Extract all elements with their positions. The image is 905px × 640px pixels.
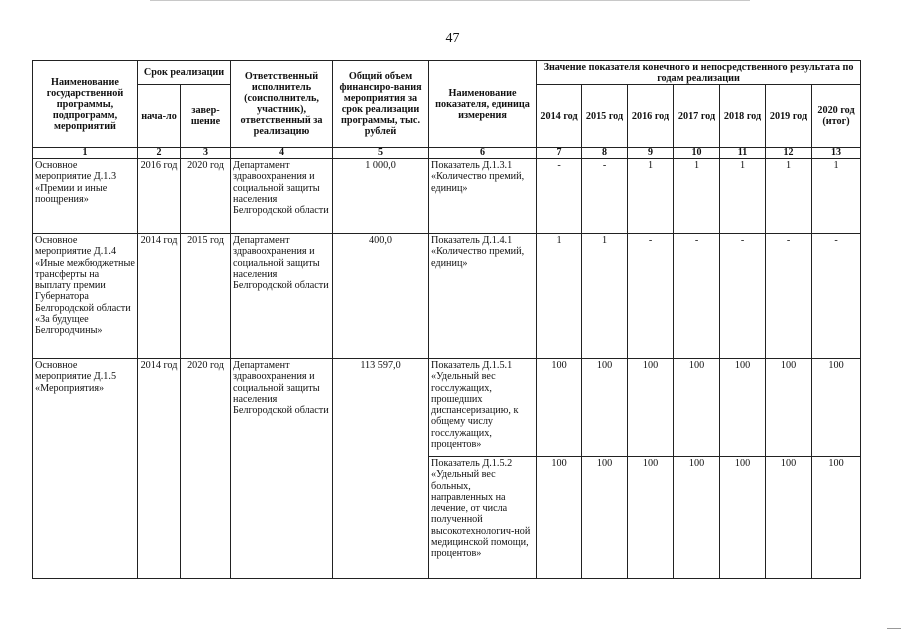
- column-number: 1: [33, 148, 138, 159]
- row-value: -: [674, 234, 720, 359]
- row-value: 100: [812, 359, 861, 457]
- row-executor: Департамент здравоохранения и социальной защиты населения Белгородской области: [231, 359, 333, 579]
- row-value: 1: [628, 159, 674, 234]
- row-value: 100: [582, 359, 628, 457]
- row-value: 100: [537, 457, 582, 579]
- header-funding: Общий объем финансиро-вания мероприятия за срок реализации программы, тыс. рублей: [333, 61, 429, 148]
- header-indicator: Наименование показателя, единица измерения: [429, 61, 537, 148]
- row-funding: 400,0: [333, 234, 429, 359]
- row-indicator: Показатель Д.1.5.1 «Удельный вес госслужащих, прошедших диспансеризацию, к общему числу госслужащих, процентов»: [429, 359, 537, 457]
- header-year: 2014 год: [537, 85, 582, 148]
- header-year: 2017 год: [674, 85, 720, 148]
- row-start: 2014 год: [138, 359, 181, 579]
- top-rule: [150, 0, 750, 1]
- row-value: 100: [628, 457, 674, 579]
- column-number: 8: [582, 148, 628, 159]
- header-year: 2018 год: [720, 85, 766, 148]
- column-number: 9: [628, 148, 674, 159]
- column-number: 6: [429, 148, 537, 159]
- column-number: 4: [231, 148, 333, 159]
- header-year: 2016 год: [628, 85, 674, 148]
- row-value: 1: [812, 159, 861, 234]
- header-values-group: Значение показателя конечного и непосредственного результата по годам реализации: [537, 61, 861, 85]
- row-value: -: [766, 234, 812, 359]
- header-year: 2015 год: [582, 85, 628, 148]
- table-row: [33, 159, 861, 234]
- column-number: 12: [766, 148, 812, 159]
- row-value: 100: [674, 359, 720, 457]
- column-number: 3: [181, 148, 231, 159]
- row-value: 1: [720, 159, 766, 234]
- program-table: [32, 60, 861, 579]
- row-indicator: Показатель Д.1.3.1 «Количество премий, единиц»: [429, 159, 537, 234]
- header-term-start: нача-ло: [138, 85, 181, 148]
- row-name: Основное мероприятие Д.1.4 «Иные межбюджетные трансферты на выплату премии Губернатора Белгородской области «За будущее Белгородчины»: [33, 234, 138, 359]
- row-value: 1: [537, 234, 582, 359]
- row-value: 1: [766, 159, 812, 234]
- row-value: 100: [766, 457, 812, 579]
- row-end: 2020 год: [181, 359, 231, 579]
- column-number: 7: [537, 148, 582, 159]
- row-indicator: Показатель Д.1.4.1 «Количество премий, единиц»: [429, 234, 537, 359]
- page-number: 47: [445, 31, 460, 46]
- column-number: 13: [812, 148, 861, 159]
- row-funding: 113 597,0: [333, 359, 429, 579]
- row-value: -: [628, 234, 674, 359]
- row-value: 100: [674, 457, 720, 579]
- row-name: Основное мероприятие Д.1.3 «Премии и иные поощрения»: [33, 159, 138, 234]
- row-funding: 1 000,0: [333, 159, 429, 234]
- table-row: [33, 359, 861, 457]
- column-number: 2: [138, 148, 181, 159]
- row-executor: Департамент здравоохранения и социальной защиты населения Белгородской области: [231, 234, 333, 359]
- column-number: 11: [720, 148, 766, 159]
- row-indicator: Показатель Д.1.5.2 «Удельный вес больных, направленных на лечение, от числа полученной высокотехнологич-ной медицинской помощи, процентов»: [429, 457, 537, 579]
- row-value: 100: [628, 359, 674, 457]
- row-value: 100: [812, 457, 861, 579]
- row-start: 2014 год: [138, 234, 181, 359]
- header-term: Срок реализации: [138, 61, 231, 85]
- row-value: -: [720, 234, 766, 359]
- row-value: 100: [720, 359, 766, 457]
- row-value: 100: [766, 359, 812, 457]
- header-year: 2019 год: [766, 85, 812, 148]
- row-value: 1: [582, 234, 628, 359]
- table-row: [33, 234, 861, 359]
- column-number: 10: [674, 148, 720, 159]
- scan-mark: [887, 628, 901, 629]
- row-value: -: [812, 234, 861, 359]
- column-number: 5: [333, 148, 429, 159]
- row-end: 2020 год: [181, 159, 231, 234]
- row-executor: Департамент здравоохранения и социальной защиты населения Белгородской области: [231, 159, 333, 234]
- row-start: 2016 год: [138, 159, 181, 234]
- row-name: Основное мероприятие Д.1.5 «Мероприятия»: [33, 359, 138, 579]
- row-end: 2015 год: [181, 234, 231, 359]
- row-value: 100: [537, 359, 582, 457]
- row-value: 100: [582, 457, 628, 579]
- row-value: 100: [720, 457, 766, 579]
- header-name: Наименование государственной программы, подпрограмм, мероприятий: [33, 61, 138, 148]
- header-year: 2020 год (итог): [812, 85, 861, 148]
- row-value: -: [537, 159, 582, 234]
- row-value: 1: [674, 159, 720, 234]
- row-value: -: [582, 159, 628, 234]
- header-term-end: завер-шение: [181, 85, 231, 148]
- header-executor: Ответственный исполнитель (соисполнитель, участник), ответственный за реализацию: [231, 61, 333, 148]
